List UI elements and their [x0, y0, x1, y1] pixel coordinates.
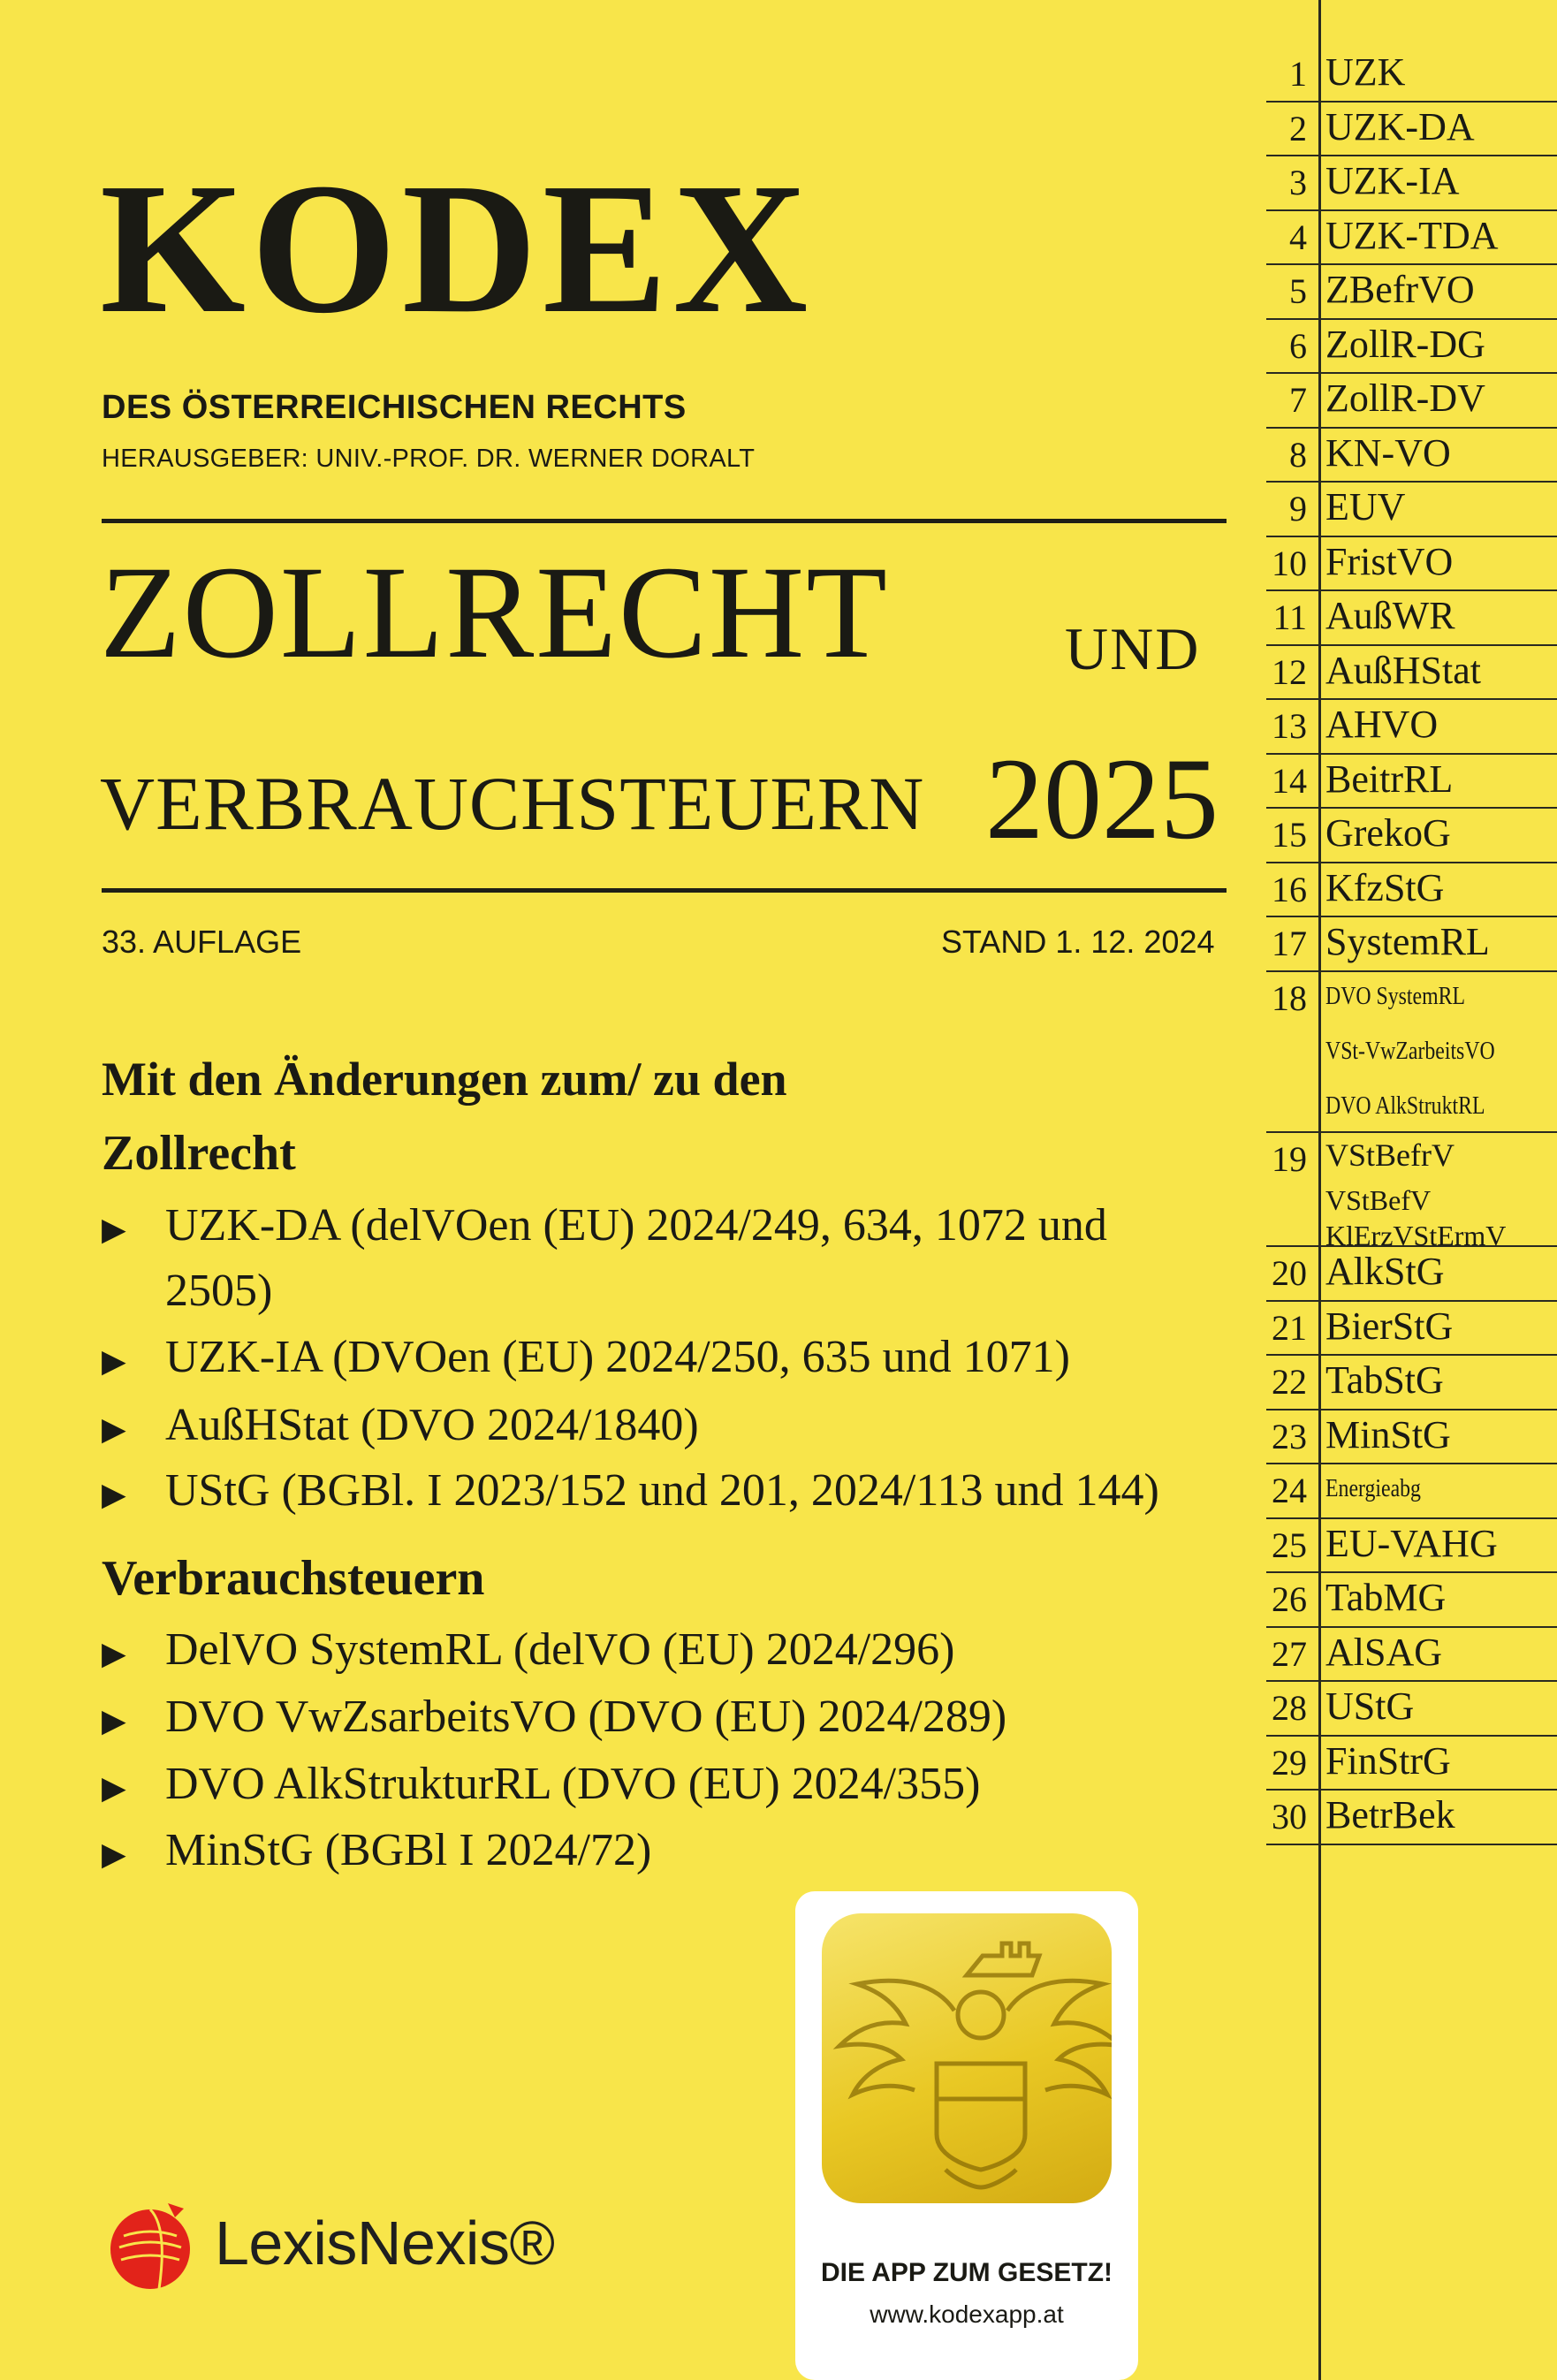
tab-abbreviation: MinStG — [1325, 1412, 1451, 1456]
tab-number: 20 — [1272, 1253, 1307, 1294]
tab-abbreviation: EUV — [1325, 485, 1406, 528]
tab-abbreviation: UStG — [1325, 1684, 1415, 1729]
book-year: 2025 — [985, 734, 1219, 863]
tab-row — [1266, 1680, 1557, 1737]
tab-number: 5 — [1289, 271, 1307, 311]
tab-row — [1266, 1354, 1557, 1411]
list-item: ▶ DVO VwZsarbeitsVO (DVO (EU) 2024/289) — [102, 1684, 1189, 1753]
book-title-line2: VERBRAUCHSTEUERN — [100, 761, 925, 846]
brand-title: KODEX — [100, 144, 814, 352]
bullet-triangle-icon: ▶ — [102, 1770, 126, 1806]
list-item: ▶ UStG (BGBl. I 2023/152 und 201, 2024/113 und 144) — [102, 1458, 1189, 1527]
tab-number: 7 — [1289, 380, 1307, 420]
series-subtitle: DES ÖSTERREICHISCHEN RECHTS — [102, 389, 687, 426]
tab-row — [1266, 481, 1557, 537]
tab-abbreviation: VStBefrV — [1325, 1137, 1454, 1173]
tab-row — [1266, 970, 1557, 1134]
tab-number: 11 — [1272, 597, 1307, 637]
tab-row — [1266, 318, 1557, 375]
tab-abbreviation: GrekoG — [1325, 811, 1451, 855]
tab-row — [1266, 1735, 1557, 1791]
tab-abbreviation: TabStG — [1325, 1358, 1444, 1403]
tab-abbreviation: BierStG — [1325, 1304, 1454, 1348]
tab-number: 27 — [1272, 1633, 1307, 1674]
tab-abbreviation: ZollR-DG — [1325, 322, 1485, 366]
tab-abbreviation: FristVO — [1325, 539, 1454, 583]
tab-abbreviation: ZollR-DV — [1325, 376, 1485, 420]
tab-number: 9 — [1289, 489, 1307, 528]
tab-row — [1266, 155, 1557, 211]
tab-abbreviation: UZK-TDA — [1325, 213, 1499, 257]
tab-row — [1266, 1245, 1557, 1302]
bullet-triangle-icon: ▶ — [102, 1477, 126, 1512]
tab-row — [1266, 1463, 1557, 1519]
tab-abbreviation: UZK — [1325, 50, 1406, 94]
tab-row — [1266, 101, 1557, 157]
tab-row — [1266, 209, 1557, 266]
tab-number: 6 — [1289, 325, 1307, 366]
tab-abbreviation: KfzStG — [1325, 865, 1445, 909]
app-url: www.kodexapp.at — [870, 2300, 1064, 2328]
tab-number: 30 — [1272, 1797, 1307, 1837]
tab-row — [1266, 263, 1557, 320]
tab-row — [1266, 1626, 1557, 1683]
tab-sub-abbreviation: VSt-VwZarbeitsVO — [1325, 1037, 1495, 1065]
tab-row — [1266, 1789, 1557, 1845]
tab-abbreviation: UZK-IA — [1325, 159, 1460, 202]
tab-abbreviation: AlkStG — [1325, 1250, 1445, 1294]
app-tagline: DIE APP ZUM GESETZ! — [820, 2258, 1113, 2287]
list-item: ▶ AußHStat (DVO 2024/1840) — [102, 1393, 1189, 1462]
bullet-triangle-icon: ▶ — [102, 1343, 126, 1379]
tab-number: 3 — [1289, 163, 1307, 202]
tab-number: 24 — [1272, 1471, 1307, 1511]
bullet-triangle-icon: ▶ — [102, 1212, 126, 1247]
bullet-triangle-icon: ▶ — [102, 1836, 126, 1872]
tab-row — [1266, 589, 1557, 646]
list-item: ▶ DelVO SystemRL (delVO (EU) 2024/296) — [102, 1617, 1189, 1686]
tab-row — [1266, 1517, 1557, 1574]
lexisnexis-logo-icon — [102, 2196, 199, 2293]
tab-number: 19 — [1272, 1139, 1307, 1179]
tab-abbreviation: KN-VO — [1325, 430, 1451, 475]
tab-row — [1266, 372, 1557, 429]
tab-abbreviation: BetrBek — [1325, 1793, 1455, 1837]
tab-row — [1266, 536, 1557, 592]
section-heading: Zollrecht — [102, 1126, 296, 1181]
tab-row — [1266, 807, 1557, 863]
tab-abbreviation: BeitrRL — [1325, 757, 1454, 801]
bullet-triangle-icon: ▶ — [102, 1636, 126, 1671]
tab-abbreviation: AußHStat — [1325, 648, 1481, 692]
changes-intro: Mit den Änderungen zum/ zu den — [102, 1053, 787, 1106]
list-item: ▶ UZK-DA (delVOen (EU) 2024/249, 634, 1072 und 2505) — [102, 1193, 1189, 1324]
tab-abbreviation: UZK-DA — [1325, 104, 1475, 148]
tab-number: 17 — [1272, 924, 1307, 963]
tab-row — [1266, 644, 1557, 701]
tab-number: 16 — [1272, 869, 1307, 909]
tab-number: 18 — [1272, 977, 1307, 1018]
tab-number: 26 — [1272, 1579, 1307, 1620]
tab-number: 21 — [1272, 1307, 1307, 1348]
tab-abbreviation: FinStrG — [1325, 1738, 1451, 1783]
stand-date: STAND 1. 12. 2024 — [941, 924, 1215, 960]
tab-abbreviation: AlSAG — [1325, 1630, 1443, 1674]
divider-bottom — [102, 888, 1227, 893]
tab-abbreviation: DVO SystemRL — [1325, 982, 1466, 1010]
tab-row — [1266, 427, 1557, 483]
list-item: ▶ UZK-IA (DVOen (EU) 2024/250, 635 und 1071) — [102, 1325, 1189, 1394]
list-item: ▶ MinStG (BGBl I 2024/72) — [102, 1818, 1189, 1887]
book-title-und: UND — [1065, 615, 1201, 682]
list-item: ▶ DVO AlkStrukturRL (DVO (EU) 2024/355) — [102, 1752, 1189, 1821]
book-title-line1: ZOLLRECHT — [100, 539, 889, 686]
tab-number: 1 — [1289, 54, 1307, 94]
bullet-triangle-icon: ▶ — [102, 1411, 126, 1447]
tab-abbreviation: AußWR — [1325, 594, 1455, 637]
tab-number: 23 — [1272, 1416, 1307, 1456]
tab-abbreviation: Energieabg — [1325, 1475, 1421, 1503]
tab-abbreviation: TabMG — [1325, 1576, 1447, 1620]
tab-number: 15 — [1272, 815, 1307, 855]
section-heading: Verbrauchsteuern — [102, 1551, 485, 1606]
tab-number: 22 — [1272, 1362, 1307, 1403]
tab-number: 10 — [1272, 543, 1307, 583]
app-icon — [822, 1913, 1112, 2203]
tab-row — [1266, 1300, 1557, 1357]
tab-row — [1266, 862, 1557, 918]
tab-row — [1266, 753, 1557, 810]
tab-row — [1266, 698, 1557, 755]
tab-number: 2 — [1289, 108, 1307, 148]
tab-number: 28 — [1272, 1688, 1307, 1729]
tab-abbreviation: AHVO — [1325, 703, 1439, 746]
tab-sub-abbreviation: DVO AlkStruktRL — [1325, 1091, 1485, 1120]
publisher-name: LexisNexis® — [215, 2209, 555, 2277]
tab-sub-abbreviation: VStBefV — [1325, 1184, 1432, 1216]
tab-row — [1266, 916, 1557, 972]
tab-number: 12 — [1272, 651, 1307, 692]
tab-number: 29 — [1272, 1742, 1307, 1783]
divider-top — [102, 519, 1227, 523]
tab-abbreviation: SystemRL — [1325, 920, 1490, 963]
tab-number: 14 — [1272, 760, 1307, 801]
tab-row — [1266, 1131, 1557, 1251]
tab-row — [1266, 46, 1557, 103]
bullet-triangle-icon: ▶ — [102, 1703, 126, 1738]
tab-number: 13 — [1272, 706, 1307, 746]
tab-number: 8 — [1289, 434, 1307, 475]
tab-row — [1266, 1409, 1557, 1465]
tab-abbreviation: ZBefrVO — [1325, 268, 1475, 311]
editor-line: HERAUSGEBER: UNIV.-PROF. DR. WERNER DORALT — [102, 445, 756, 473]
edition-label: 33. AUFLAGE — [102, 924, 302, 960]
tab-abbreviation: EU-VAHG — [1325, 1521, 1498, 1565]
eagle-crest-icon — [822, 1913, 1112, 2203]
tab-sub-abbreviation: KlErzVStErmV — [1325, 1220, 1507, 1251]
tab-row — [1266, 1571, 1557, 1628]
tab-number: 25 — [1272, 1525, 1307, 1565]
tab-number: 4 — [1289, 217, 1307, 257]
